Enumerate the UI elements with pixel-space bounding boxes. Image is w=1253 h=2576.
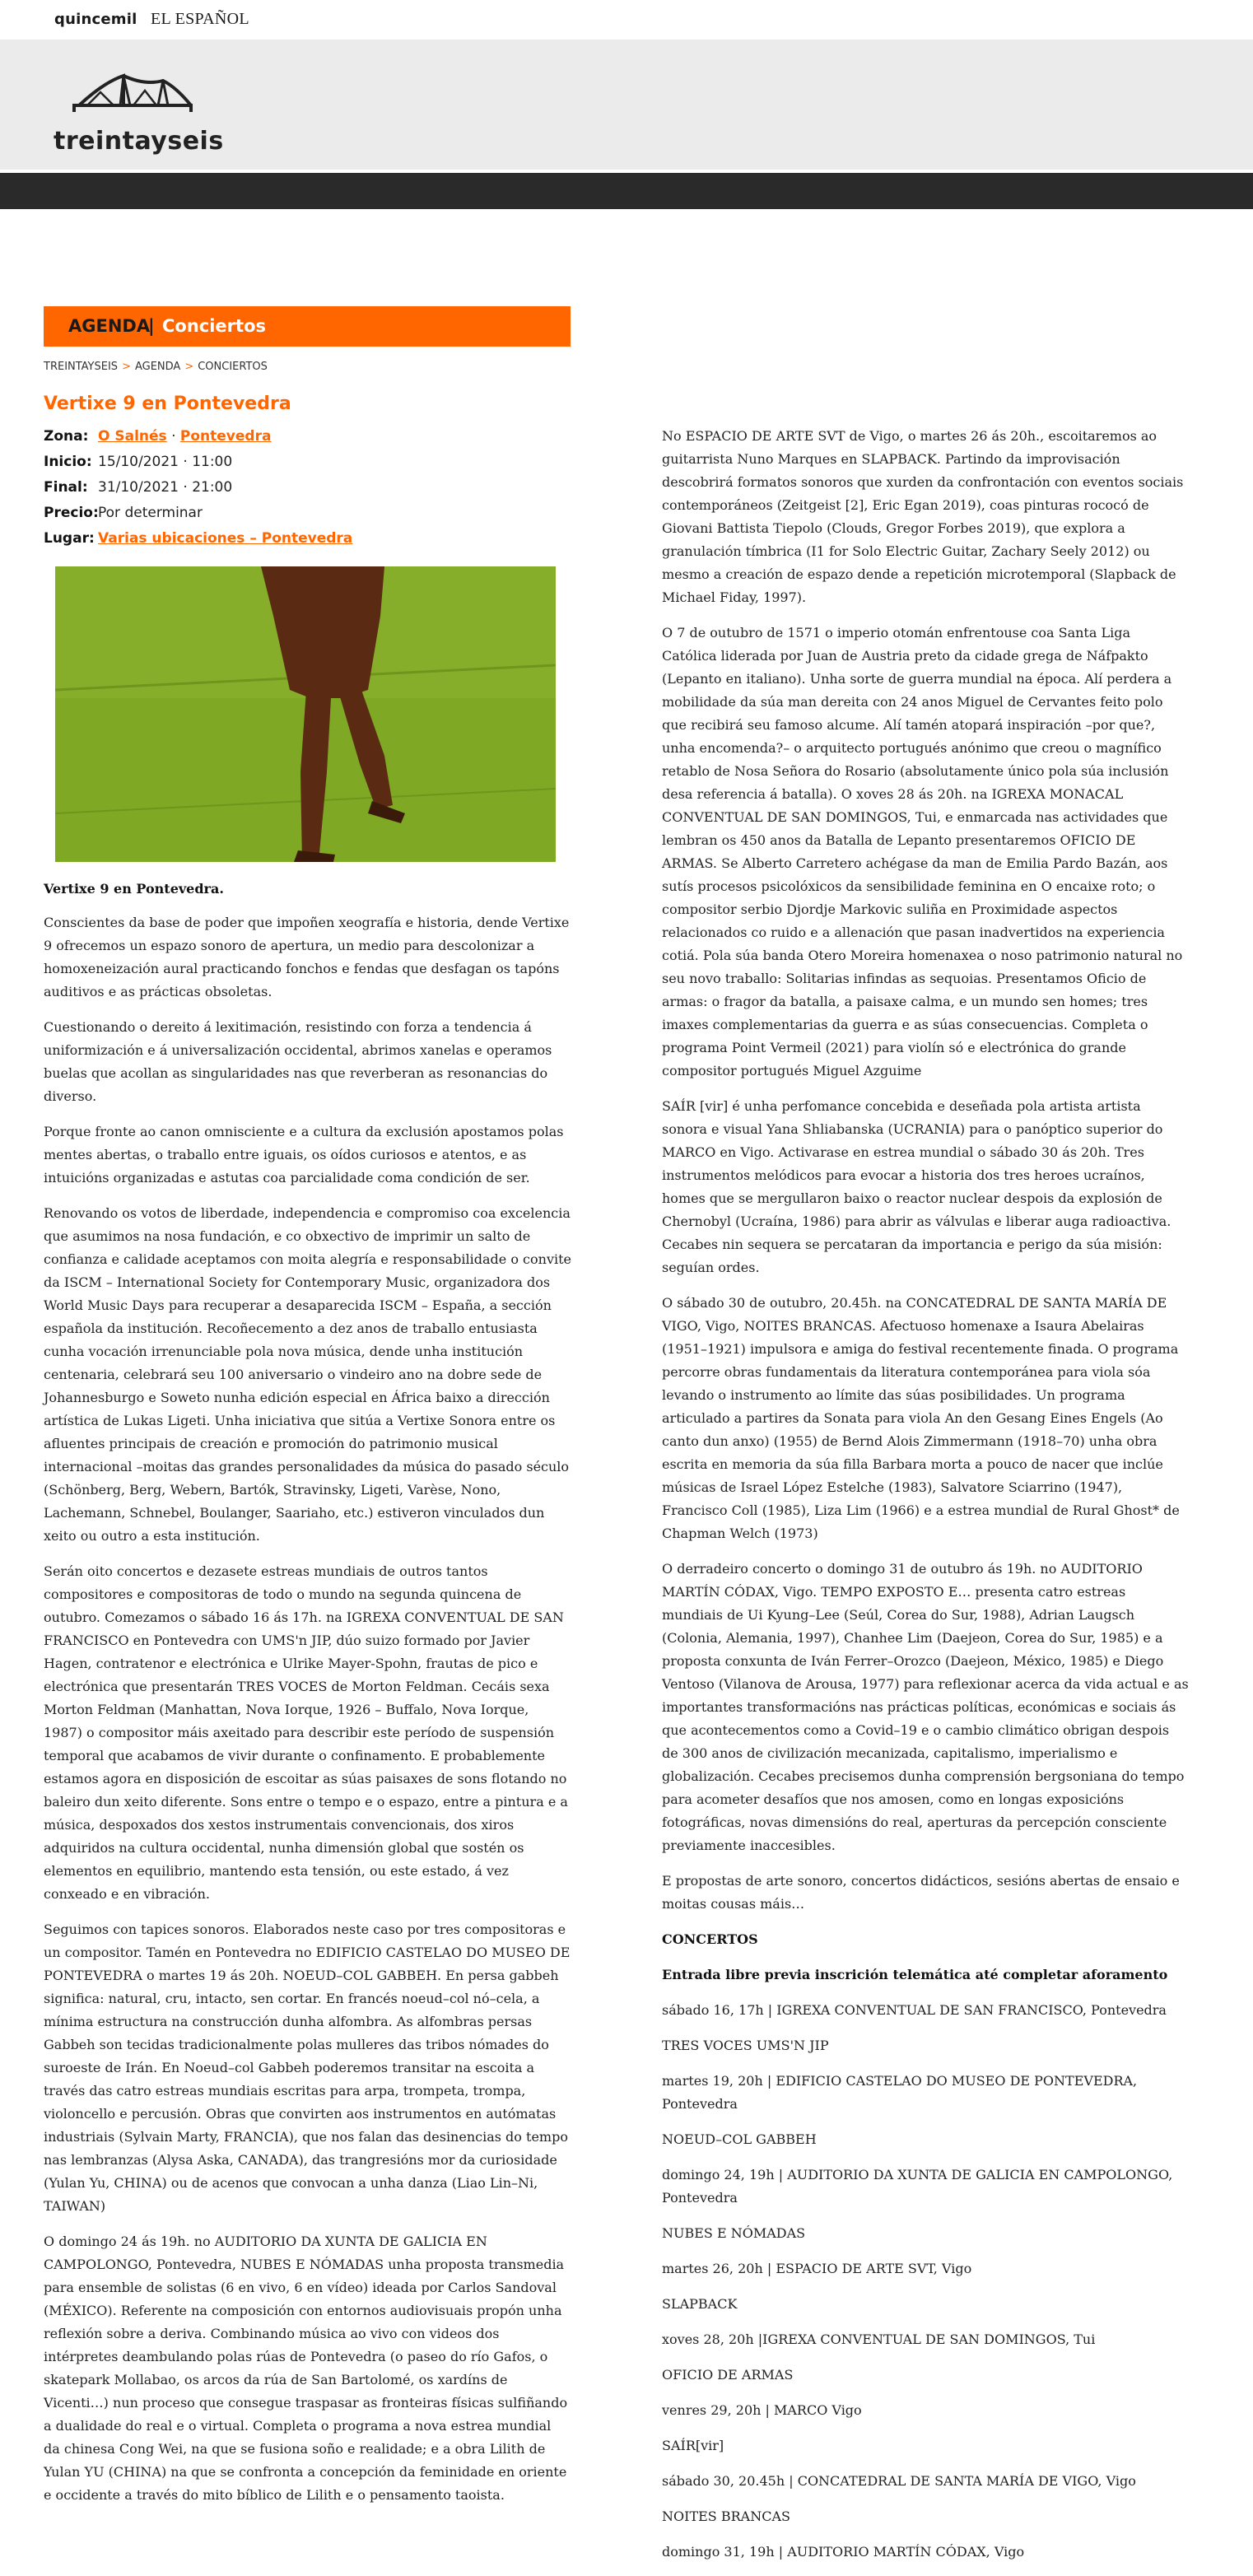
left-article-body bbox=[44, 911, 571, 2519]
paragraph: Porque fronte ao canon omnisciente e a cultura da exclusión apostamos polas mentes abertas, o traballo entre iguais, os oídos curiosos e atentos, e as intuicións organizadas e astutas coa parcialidade coma condición de ser. bbox=[44, 1124, 564, 1186]
event-title: Vertixe 9 en Pontevedra bbox=[44, 394, 291, 414]
breadcrumb-item-home[interactable]: TREINTAYSEIS bbox=[44, 361, 119, 373]
section-separator: | bbox=[148, 316, 155, 336]
concert-date-item: martes 26, 20h | ESPACIO DE ARTE SVT, Vigo bbox=[662, 2261, 972, 2276]
paragraph: Cuestionando o dereito á lexitimación, resistindo con forza a tendencia á uniformización e á universalización occidental, abrimos xanelas e operamos buelas que acollan as singularidades nas que reverberan as resonancias do diverso. bbox=[44, 1019, 552, 1104]
event-image bbox=[55, 566, 556, 862]
concert-title-item: OFICIO DE ARMAS bbox=[662, 2367, 794, 2383]
section-agenda-label[interactable]: AGENDA bbox=[68, 316, 151, 336]
breadcrumb bbox=[44, 361, 268, 373]
concert-title-item: NOITES BRANCAS bbox=[662, 2508, 790, 2524]
inicio-value: 15/10/2021 · 11:00 bbox=[98, 454, 233, 470]
concert-date-item: martes 19, 20h | EDIFICIO CASTELAO DO MUSEO DE PONTEVEDRA, Pontevedra bbox=[662, 2073, 1138, 2112]
el-espanol-link[interactable]: EL ESPAÑOL bbox=[151, 10, 249, 28]
concert-date-item: domingo 31, 19h | AUDITORIO MARTÍN CÓDAX, Vigo bbox=[662, 2544, 1025, 2560]
event-photo-illustration bbox=[55, 566, 556, 862]
main-nav bbox=[0, 173, 1253, 209]
section-header bbox=[44, 306, 571, 347]
concert-title-item: SLAPBACK bbox=[662, 2296, 738, 2312]
paragraph: Seguimos con tapices sonoros. Elaborados neste caso por tres compositoras e un compositor. Tamén en Pontevedra no EDIFICIO CASTELAO DO MUSEO DE PONTEVEDRA o martes 19 ás 20h. NOEUD–COL GABBEH. En persa gabbeh significa: natural, cru, intacto, sen cortar. En francés noeud–col nó–cela, a mínima estructura na construcción dunha alfombra. As alfombras persas Gabbeh son tecidas tradicionalmente polas mulleres das tribos nómades do suroeste de Irán. En Noeud–col Gabbeh poderemos transitar na escoita a través das catro estreas mundiais escritas para arpa, trompeta, trompa, violoncello e percusión. Obras que convirten aos instrumentos en autómatas industriais (Sylvain Marty, FRANCIA), que nos falan das desinencias do tempo nas lembranzas (Alysa Aska, CANADA), das trangresións mor da curiosidade (Yulan Yu, CHINA) ou de acenos que convocan a unha danza (Liao Lin–Ni, TAIWAN) bbox=[44, 1922, 571, 2214]
zona-dot: · bbox=[171, 428, 176, 445]
zona-label: Zona: bbox=[44, 428, 89, 445]
paragraph: Serán oito concertos e dezasete estreas mundiais de outros tantos compositores e compositoras de todo o mundo na segunda quincena de outubro. Comezamos o sábado 16 ás 17h. na IGREXA CONVENTUAL DE SAN FRANCISCO en Pontevedra con UMS'n JIP, dúo suizo formado por Javier Hagen, contratenor e electrónica e Ulrike Mayer-Spohn, frautas de pico e electrónica que presentarán TRES VOCES de Morton Feldman. Cecáis sexa Morton Feldman (Manhattan, Nova Iorque, 1926 – Buffalo, Nova Iorque, 1987) o compositor máis axeitado para describir este período de suspensión temporal que acabamos de vivir durante o confinamento. E probablemente estamos agora en disposición de escoitar as súas paisaxes de sons flotando no baleiro dun xeito diferente. Sons entre o tempo e o espazo, entre a pintura e a música, despoxados dos xestos instrumentais convencionais, dos xiros adquiridos na cultura occidental, nunha dimensión global que sostén os elementos en equilibrio, mantendo esta tensión, ou este estado, á vez conxeado e en vibración. bbox=[44, 1563, 568, 1902]
breadcrumb-separator: > bbox=[184, 361, 194, 373]
partner-bar bbox=[0, 0, 1253, 40]
concert-date-item: domingo 24, 19h | AUDITORIO DA XUNTA DE GALICIA EN CAMPOLONGO, Pontevedra bbox=[662, 2167, 1173, 2206]
paragraph: O 7 de outubro de 1571 o imperio otomán enfrentouse coa Santa Liga Católica liderada por Juan de Austria preto da cidade grega de Náfpakto (Lepanto en italiano). Unha sorte de guerra mundial na época. Alí perdera a mobilidade da súa man dereita con 24 anos Miguel de Cervantes feito polo que recibirá seu famoso alcume. Alí tamén atopará inspiración –por que?, unha encomenda?– o arquitecto portugués anónimo que creou o magnífico retablo de Nosa Señora do Rosario (absolutamente único pola súa inclusión desa referencia á batalla). O xoves 28 ás 20h. na IGREXA MONACAL CONVENTUAL DE SAN DOMINGOS, Tui, e enmarcada nas actividades que lembran os 450 anos da Batalla de Lepanto presentaremos OFICIO DE ARMAS. Se Alberto Carretero achégase da man de Emilia Pardo Bazán, aos sutís procesos psicolóxicos da sensibilidade feminina en O encaixe roto; o compositor serbio Djordje Markovic suliña en Proximidade aspectos relacionados co ruido e a allenación que pasan inadvertidos na experiencia cotiá. Pola súa banda Otero Moreira homenaxea o noso patrimonio natural no seu novo traballo: Solitarias infindas as sequoias. Presentamos Oficio de armas: o fragor da batalla, a paisaxe calma, e un mundo sen homes; tres imaxes complementarias da guerra e as súas consecuencias. Completa o programa Point Vermeil (2021) para violín só e electrónica do grande compositor portugués Miguel Azguime bbox=[662, 625, 1183, 1078]
precio-label: Precio: bbox=[44, 505, 99, 521]
concert-title-item: NUBES E NÓMADAS bbox=[662, 2225, 806, 2241]
concert-title-item: TRES VOCES UMS'N JIP bbox=[662, 2038, 829, 2053]
precio-value: Por determinar bbox=[98, 505, 203, 521]
image-caption: Vertixe 9 en Pontevedra. bbox=[44, 881, 224, 897]
zona-link-pontevedra[interactable]: Pontevedra bbox=[179, 428, 272, 445]
section-category-label[interactable]: Conciertos bbox=[162, 316, 266, 336]
right-article-body bbox=[662, 425, 1189, 2576]
paragraph: O sábado 30 de outubro, 20.45h. na CONCATEDRAL DE SANTA MARÍA DE VIGO, Vigo, NOITES BRANCAS. Afectuoso homenaxe a Isaura Abelairas (1951–1921) impulsora e amiga do festival recentemente finada. O programa percorre obras fundamentais da literatura contemporánea para viola sóa levando o instrumento ao límite das súas posibilidades. Un programa articulado a partires da Sonata para viola An den Gesang Eines Engels (Ao canto dun anxo) (1955) de Bernd Alois Zimmermann (1918–70) unha obra escrita en memoria da súa filla Barbara morta a pouco de nacer que inclúe músicas de Israel López Estelche (1983), Salvatore Sciarrino (1947), Francisco Coll (1985), Liza Lim (1966) e a estrea mundial de Rural Ghost* de Chapman Welch (1973) bbox=[662, 1295, 1180, 1541]
lugar-link[interactable]: Varias ubicaciones – Pontevedra bbox=[98, 530, 353, 547]
concert-date-item: venres 29, 20h | MARCO Vigo bbox=[662, 2402, 862, 2418]
paragraph: Conscientes da base de poder que impoñen xeografía e historia, dende Vertixe 9 ofrecemos un espazo sonoro de apertura, un medio para descolonizar a homoxeneización aural practicando fonchos e fendas que desfagan os tapóns auditivos e as prácticas obsoletas. bbox=[44, 915, 570, 999]
final-label: Final: bbox=[44, 479, 88, 496]
lugar-label: Lugar: bbox=[44, 530, 95, 547]
quincemil-link[interactable]: quincemil bbox=[54, 11, 137, 28]
inicio-label: Inicio: bbox=[44, 454, 92, 470]
concert-date-item: sábado 30, 20.45h | CONCATEDRAL DE SANTA MARÍA DE VIGO, Vigo bbox=[662, 2473, 1136, 2489]
paragraph: No ESPACIO DE ARTE SVT de Vigo, o martes 26 ás 20h., escoitaremos ao guitarrista Nuno Marques en SLAPBACK. Partindo da improvisación descobrirá formatos sonoros que xurden da confrontación con eventos sociais contemporáneos (Zeitgeist [2], Eric Egan 2019), coas pinturas rococó de Giovani Battista Tiepolo (Clouds, Gregor Forbes 2019), que explora a granulación tímbrica (I1 for Solo Electric Guitar, Zachary Seely 2012) ou mesmo a creación de espazo dende a repetición microtemporal (Slapback de Michael Fiday, 1997). bbox=[662, 428, 1184, 605]
paragraph: E propostas de arte sonoro, concertos didácticos, sesións abertas de ensaio e moitas cousas máis… bbox=[662, 1873, 1180, 1912]
concerts-heading: CONCERTOS bbox=[662, 1931, 758, 1947]
final-value: 31/10/2021 · 21:00 bbox=[98, 479, 233, 496]
concert-date-item: xoves 28, 20h |IGREXA CONVENTUAL DE SAN DOMINGOS, Tui bbox=[662, 2331, 1096, 2347]
concert-title-item: NOEUD–COL GABBEH bbox=[662, 2131, 817, 2147]
breadcrumb-item-concertos[interactable]: CONCIERTOS bbox=[198, 361, 268, 373]
concert-date-item: sábado 16, 17h | IGREXA CONVENTUAL DE SAN FRANCISCO, Pontevedra bbox=[662, 2002, 1167, 2018]
breadcrumb-separator: > bbox=[122, 361, 131, 373]
bridge-logo-icon[interactable] bbox=[71, 71, 194, 120]
concerts-subheading: Entrada libre previa inscrición telemática até completar aforamento bbox=[662, 1967, 1168, 1982]
paragraph: O derradeiro concerto o domingo 31 de outubro ás 19h. no AUDITORIO MARTÍN CÓDAX, Vigo. TEMPO EXPOSTO E… presenta catro estreas mundiais de Ui Kyung–Lee (Seúl, Corea do Sur, 1988), Adrian Laugsch (Colonia, Alemania, 1997), Chanhee Lim (Daejeon, Corea do Sur, 1985) e a proposta conxunta de Iván Ferrer–Orozco (Daejeon, México, 1985) e Diego Ventoso (Vilanova de Arousa, 1977) para reflexionar acerca da vida actual e as importantes transformacións nas prácticas políticas, económicas e sociais ás que acontecementos como a Covid–19 e o cambio climático obrigan despois de 300 anos de civilización mecanizada, capitalismo, imperialismo e globalización. Cecabes precisemos dunha comprensión bergsoniana do tempo para acometer desafíos que nos amosen, como en longas exposicións fotográficas, novas dimensións do real, aperturas da percepción consciente previamente inaccesibles. bbox=[662, 1561, 1189, 1853]
zona-link-salnes[interactable]: O Salnés bbox=[98, 428, 167, 445]
paragraph: O domingo 24 ás 19h. no AUDITORIO DA XUNTA DE GALICIA EN CAMPOLONGO, Pontevedra, NUBES E NÓMADAS unha proposta transmedia para ensemble de solistas (6 en vivo, 6 en vídeo) ideada por Carlos Sandoval (MÉXICO). Referente na composición con entornos audiovisuais propón unha reflexión sobre a deriva. Combinando música ao vivo con videos dos intérpretes deambulando polas rúas de Pontevedra (o paseo do río Gafos, o skatepark Mollabao, os arcos da rúa de San Bartolomé, os xardíns de Vicenti…) nun proceso que consegue traspasar as fronteiras físicas sulfiñando a dualidade do real e o virtual. Completa o programa a nova estrea mundial da chinesa Cong Wei, na que se fusiona soño e realidade; e a obra Lilith de Yulan YU (CHINA) na que se confronta a concepción da feminidade en oriente e occidente a través do mito bíblico de Lilith e o pensamento taoista. bbox=[44, 2234, 568, 2503]
paragraph: Renovando os votos de liberdade, independencia e compromiso coa excelencia que asumimos na nosa fundación, e co obxectivo de imprimir un salto de confianza e calidade aceptamos con moita alegría e responsabilidade o convite da ISCM – International Society for Contemporary Music, organizadora dos World Music Days para recuperar a desaparecida ISCM – España, a sección española da institución. Recoñecemento a dez anos de traballo entusiasta cunha vocación irrenunciable pola nova música, dende unha institución centenaria, celebrará seu 100 aniversario o vindeiro ano na dobre sede de Johannesburgo e Soweto nunha edición especial en África baixo a dirección artística de Lukas Ligeti. Unha iniciativa que sitúa a Vertixe Sonora entre os afluentes principais de creación e promoción do patrimonio musical internacional –moitas das grandes personalidades da música do pasado século (Schönberg, Berg, Webern, Bartók, Stravinsky, Ligeti, Varèse, Nono, Lachemann, Schnebel, Boulanger, Saariaho, etc.) estiveron vinculados dun xeito ou outro a esta institución. bbox=[44, 1205, 571, 1544]
site-header bbox=[0, 40, 1253, 170]
paragraph: SAÍR [vir] é unha perfomance concebida e deseñada pola artista artista sonora e visual Yana Shliabanska (UCRANIA) para o panóptico superior do MARCO en Vigo. Activarase en estrea mundial o sábado 30 ás 20h. Tres instrumentos melódicos para evocar a historia dos tres heroes ucraínos, homes que se mergullaron baixo o reactor nuclear despois da explosión de Chernobyl (Ucraína, 1986) para abrir as válvulas e liberar auga radioactiva. Cecabes nin sequera se percataran da importancia e perigo da súa misión: seguían ordes. bbox=[662, 1098, 1171, 1275]
concert-title-item: SAÍR[vir] bbox=[662, 2438, 724, 2453]
breadcrumb-item-agenda[interactable]: AGENDA bbox=[134, 361, 181, 373]
site-logo-text[interactable]: treintayseis bbox=[54, 127, 224, 156]
